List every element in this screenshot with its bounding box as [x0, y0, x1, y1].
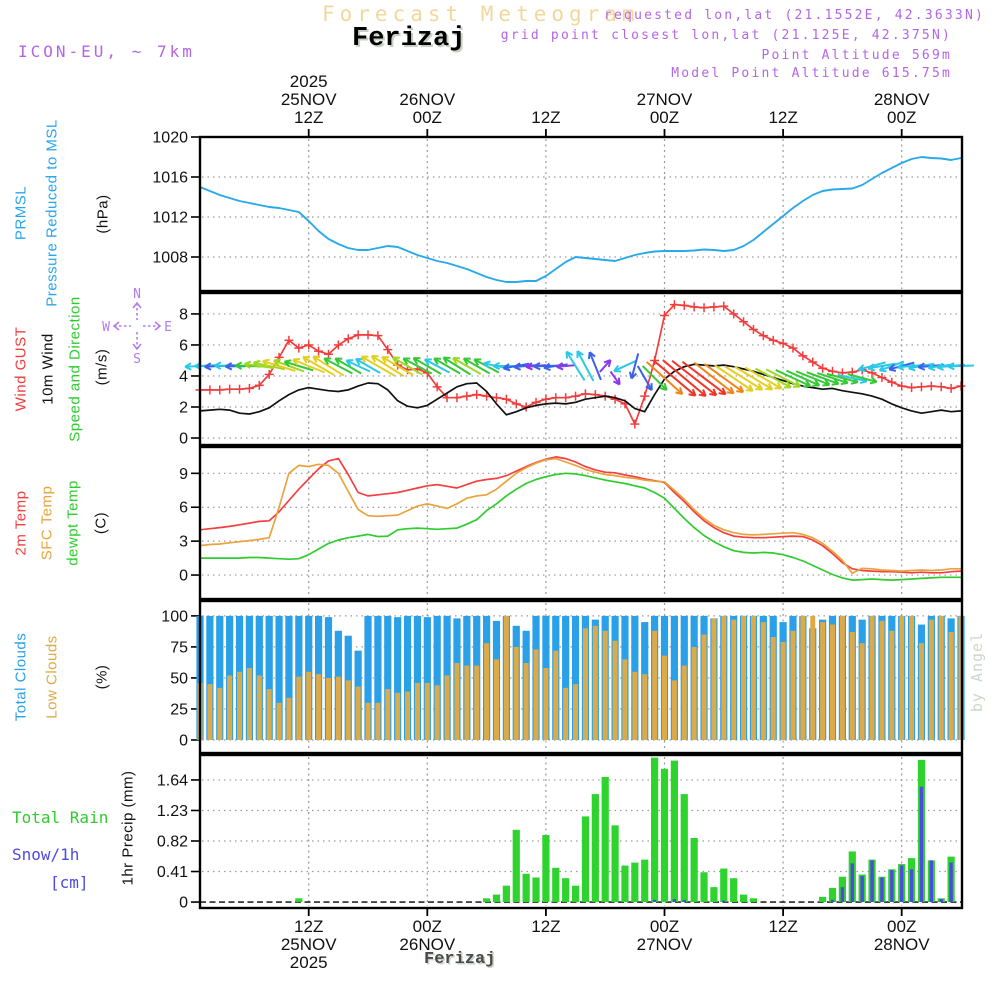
bar	[870, 616, 875, 740]
hour-label: 12Z	[768, 917, 798, 936]
bar	[356, 687, 361, 740]
bar	[474, 666, 479, 740]
bar	[631, 863, 638, 902]
bars-total-clouds	[196, 616, 964, 740]
bar	[949, 863, 952, 902]
bar	[504, 616, 509, 740]
bar	[750, 898, 757, 902]
bar	[681, 794, 688, 902]
bar	[454, 663, 459, 740]
bar	[790, 631, 795, 740]
bar	[385, 689, 390, 740]
bar	[642, 674, 647, 740]
label-hpa-unit: (hPa)	[94, 194, 112, 234]
bar	[514, 647, 519, 740]
page-watermark-title: Forecast Meteogram	[322, 2, 640, 26]
bar	[860, 643, 865, 740]
bar	[227, 675, 232, 740]
model-point-altitude: Model Point Altitude 615.75m	[671, 66, 952, 81]
panel-temperature	[179, 447, 962, 599]
bar	[653, 900, 656, 902]
bar	[435, 685, 440, 740]
hour-label: 12Z	[531, 917, 561, 936]
bar	[870, 860, 873, 902]
bar	[720, 869, 727, 903]
bar	[683, 900, 686, 902]
bar	[840, 616, 845, 740]
bar	[611, 825, 618, 902]
bar	[920, 787, 923, 902]
bar	[425, 683, 430, 740]
date-label: 26NOV	[399, 935, 456, 954]
bar	[464, 666, 469, 740]
label-c-unit: (C)	[92, 511, 110, 535]
bar	[534, 649, 539, 740]
bar	[552, 868, 559, 902]
label-prmsl: PRMSL	[12, 185, 30, 241]
bar	[207, 684, 212, 740]
y-tick-label: 0.41	[156, 864, 188, 882]
bar	[296, 677, 301, 740]
bar	[889, 631, 894, 740]
label-total-clouds: Total Clouds	[12, 632, 30, 722]
bar	[910, 869, 913, 902]
label-low-clouds: Low Clouds	[43, 635, 61, 719]
hour-label: 12Z	[531, 108, 561, 127]
bar	[730, 878, 737, 902]
panel-border	[200, 137, 962, 291]
bar	[484, 643, 489, 740]
date-label: 27NOV	[636, 935, 693, 954]
y-tick-label: 0	[179, 430, 188, 448]
bar	[672, 680, 677, 740]
bar	[761, 622, 766, 740]
bar	[781, 642, 786, 740]
bars-total-rain	[295, 758, 954, 902]
bar	[523, 874, 530, 902]
bar	[563, 688, 568, 740]
bar	[899, 616, 904, 740]
credit-watermark: by Angel	[968, 631, 986, 713]
y-tick-label: 1008	[152, 249, 188, 267]
bar	[810, 616, 815, 740]
y-tick-label: 6	[179, 337, 188, 355]
bar	[553, 651, 558, 740]
compass-s: S	[133, 352, 141, 367]
compass-e: E	[164, 320, 172, 335]
bar	[532, 877, 539, 902]
requested-coords: requested lon,lat (21.1552E, 42.3633N)	[603, 8, 985, 23]
bar	[940, 899, 943, 902]
bar	[900, 866, 903, 902]
hour-label: 00Z	[649, 917, 680, 936]
bar	[880, 877, 883, 902]
label-cm-unit: [cm]	[50, 873, 89, 892]
bar	[562, 878, 569, 902]
y-tick-label: 1020	[152, 129, 188, 147]
y-tick-label: 0	[179, 894, 188, 912]
bar	[819, 897, 826, 902]
bar	[831, 900, 834, 902]
bar	[613, 641, 618, 740]
bar	[217, 688, 222, 740]
date-label: 28NOV	[873, 935, 930, 954]
y-tick-label: 2	[179, 399, 188, 417]
panel-pressure	[152, 130, 962, 292]
bar	[652, 631, 657, 740]
hour-label: 00Z	[412, 108, 442, 127]
bar	[930, 860, 933, 902]
year-label: 2025	[289, 72, 328, 91]
bar	[740, 895, 747, 902]
wind-compass	[102, 287, 172, 367]
bar	[622, 659, 627, 740]
bar	[751, 616, 756, 740]
bar	[702, 635, 707, 740]
label-total-rain: Total Rain	[12, 808, 109, 827]
y-tick-label: 75	[170, 639, 188, 657]
label-snow-1h: Snow/1h	[12, 845, 80, 864]
bar	[375, 703, 380, 740]
bar	[692, 647, 697, 740]
bar	[524, 663, 529, 740]
series-dewpt-temp	[200, 473, 961, 580]
bar	[593, 626, 598, 740]
bar	[671, 761, 678, 902]
y-tick-label: 100	[161, 608, 188, 626]
bar	[415, 683, 420, 740]
bar	[336, 677, 341, 740]
date-label: 27NOV	[636, 90, 693, 109]
bar	[711, 618, 716, 740]
bar	[395, 693, 400, 740]
bar	[572, 886, 579, 902]
bar	[277, 703, 282, 740]
bar	[700, 872, 707, 902]
bar	[445, 675, 450, 740]
y-tick-label: 50	[170, 670, 188, 688]
series-sfc-temp	[200, 459, 961, 574]
label-dewpt-temp: dewpt Temp	[64, 480, 82, 566]
panel-precip	[157, 755, 962, 912]
bar	[573, 684, 578, 740]
hour-label: 12Z	[294, 108, 324, 127]
bar	[851, 863, 854, 902]
label-sfc-temp: SFC Temp	[38, 485, 56, 561]
y-tick-label: 1016	[152, 169, 188, 187]
date-label: 25NOV	[280, 90, 337, 109]
y-tick-label: 3	[179, 533, 188, 551]
bar	[632, 672, 637, 740]
bar	[286, 698, 291, 740]
bar	[582, 816, 589, 902]
bar	[346, 680, 351, 740]
compass-w: W	[102, 320, 110, 335]
panel-border	[200, 601, 962, 753]
series-prmsl	[200, 157, 961, 282]
label-speed-direction: Speed and Direction	[66, 296, 84, 442]
bar	[860, 876, 863, 902]
y-tick-label: 0	[179, 567, 188, 585]
panel-border	[200, 447, 962, 599]
bar	[841, 887, 844, 902]
bar	[691, 838, 698, 902]
y-tick-label: 4	[179, 368, 188, 386]
bar	[949, 632, 954, 740]
compass-n: N	[133, 287, 141, 302]
bar	[682, 666, 687, 740]
grid-point-coords: grid point closest lon,lat (21.125E, 42.375N)	[500, 28, 952, 43]
bars-snow-1h-cm-	[653, 787, 953, 902]
bar	[316, 674, 321, 740]
bar	[919, 643, 924, 740]
bar	[237, 672, 242, 740]
bar	[326, 678, 331, 740]
date-label: 28NOV	[873, 90, 930, 109]
bar	[890, 870, 893, 902]
panel-wind	[179, 293, 974, 448]
label-10m-wind: 10m Wind	[39, 333, 57, 405]
bar	[661, 769, 668, 902]
bar	[247, 668, 252, 740]
bar	[641, 860, 648, 902]
gust-plus-markers	[196, 300, 966, 428]
y-tick-label: 1012	[152, 209, 188, 227]
bar	[909, 616, 914, 740]
bar	[879, 621, 884, 740]
y-tick-label: 1.23	[156, 802, 188, 820]
bar	[257, 675, 262, 740]
bar	[741, 616, 746, 740]
station-title: Ferizaj	[352, 24, 466, 54]
bar	[731, 620, 736, 740]
label-ms-unit: (m/s)	[93, 348, 111, 386]
date-label: 26NOV	[399, 90, 456, 109]
bar	[722, 901, 725, 902]
bar	[366, 703, 371, 740]
bar	[800, 616, 805, 740]
y-tick-label: 9	[179, 465, 188, 483]
bar	[543, 668, 548, 740]
y-tick-label: 8	[179, 306, 188, 324]
bar	[820, 622, 825, 740]
panel-clouds	[161, 601, 964, 753]
model-label: ICON-EU, ~ 7km	[18, 42, 195, 61]
bar	[592, 794, 599, 902]
bar	[494, 659, 499, 740]
y-tick-label: 6	[179, 499, 188, 517]
date-label: 25NOV	[280, 935, 337, 954]
bar	[493, 895, 500, 902]
y-tick-label: 25	[170, 701, 188, 719]
bar	[513, 830, 520, 902]
y-tick-label: 0.82	[156, 833, 188, 851]
bar	[830, 625, 835, 740]
bar	[710, 887, 717, 902]
label-2m-temp: 2m Temp	[12, 490, 30, 556]
label-pressure-reduced: Pressure Reduced to MSL	[43, 119, 61, 307]
hour-label: 00Z	[887, 917, 917, 936]
label-1hr-precip-unit: 1hr Precip (mm)	[119, 770, 137, 886]
bar	[295, 898, 302, 902]
hour-label: 12Z	[768, 108, 798, 127]
y-tick-label: 1.64	[156, 772, 188, 790]
bar	[673, 899, 676, 902]
bar	[542, 835, 549, 902]
y-tick-label: 0	[179, 732, 188, 750]
hour-label: 00Z	[649, 108, 680, 127]
bar	[306, 672, 311, 740]
bar	[929, 620, 934, 740]
bar	[583, 628, 588, 740]
bar	[721, 616, 726, 740]
bar	[662, 656, 667, 740]
point-altitude: Point Altitude 569m	[761, 48, 952, 63]
hour-label: 00Z	[887, 108, 917, 127]
bar	[651, 758, 658, 902]
bar	[503, 886, 510, 902]
bar	[939, 616, 944, 740]
bar	[603, 631, 608, 740]
panel-border	[200, 755, 962, 908]
label-wind-gust: Wind GUST	[12, 326, 30, 412]
bar	[771, 637, 776, 740]
bar	[405, 692, 410, 740]
bar	[602, 777, 609, 902]
bar	[267, 689, 272, 740]
bar	[621, 866, 628, 902]
hour-label: 12Z	[294, 917, 324, 936]
year-label: 2025	[289, 953, 328, 972]
label-pct-unit: (%)	[93, 664, 111, 690]
bar	[483, 898, 490, 902]
footer-station-label: Ferizaj	[424, 950, 496, 969]
bar	[850, 632, 855, 740]
hour-label: 00Z	[412, 917, 442, 936]
